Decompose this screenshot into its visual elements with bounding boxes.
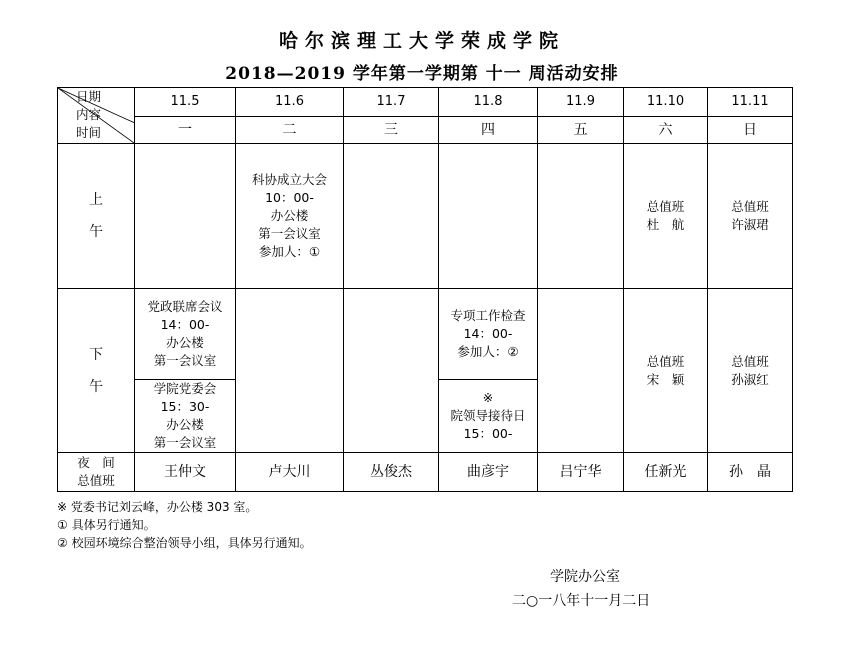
date-cell: 11.7 — [344, 88, 439, 117]
weekday-cell: 五 — [538, 117, 624, 144]
schedule-cell-empty — [344, 144, 439, 289]
duty-line: 总值班 — [731, 353, 769, 369]
night-label-b: 总值班 — [77, 473, 115, 488]
morning-row — [58, 144, 793, 289]
corner-label-time: 时间 — [76, 125, 102, 140]
weekday-cell: 三 — [344, 117, 439, 144]
event-line: 参加人：① — [258, 244, 321, 259]
dates-row — [58, 88, 793, 117]
night-duty-cell: 孙 晶 — [708, 453, 793, 492]
weekday-cell: 四 — [439, 117, 538, 144]
afternoon-row-1 — [58, 289, 793, 380]
event-line: 学院党委会 — [153, 381, 217, 396]
notes-section — [57, 498, 312, 552]
night-duty-cell: 王仲文 — [135, 453, 236, 492]
event-special-inspection — [439, 289, 538, 380]
event-line: 院领导接待日 — [450, 408, 526, 423]
event-line: 科协成立大会 — [251, 172, 327, 187]
event-line: ※ — [482, 390, 494, 405]
date-cell: 11.6 — [236, 88, 344, 117]
weekday-row — [58, 117, 793, 144]
duty-sat-morning — [624, 144, 708, 289]
afternoon-label — [58, 289, 135, 453]
weekday-cell: 六 — [624, 117, 708, 144]
duty-sun-morning — [708, 144, 793, 289]
duty-line: 杜 航 — [646, 217, 685, 232]
event-line: 办公楼 — [270, 208, 309, 223]
duty-line: 总值班 — [646, 353, 685, 369]
note-line: ※ 党委书记刘云峰，办公楼 303 室。 — [57, 500, 258, 514]
morning-label-a: 上 — [89, 192, 103, 208]
event-party-joint-meeting — [135, 289, 236, 380]
event-line: 15：30- — [160, 399, 210, 414]
corner-header — [58, 88, 135, 144]
signature-date: 二○一八年十一月二日 — [512, 593, 651, 609]
night-duty-cell: 吕宁华 — [538, 453, 624, 492]
event-line: 第一会议室 — [258, 226, 321, 241]
weekday-cell: 一 — [135, 117, 236, 144]
event-reception-day — [439, 380, 538, 453]
event-line: 15：00- — [463, 426, 513, 441]
event-science-assoc — [236, 144, 344, 289]
afternoon-label-b: 午 — [89, 378, 103, 395]
date-cell: 11.8 — [439, 88, 538, 117]
date-cell: 11.11 — [708, 88, 793, 117]
event-line: 第一会议室 — [153, 435, 217, 450]
page-subtitle: 2018—2019 学年第一学期第 十一 周活动安排 — [225, 64, 619, 84]
event-line: 第一会议室 — [153, 353, 217, 368]
date-cell: 11.9 — [538, 88, 624, 117]
signature-office: 学院办公室 — [550, 569, 620, 585]
night-duty-row — [58, 453, 793, 492]
date-cell: 11.10 — [624, 88, 708, 117]
night-duty-cell: 丛俊杰 — [344, 453, 439, 492]
schedule-cell-empty — [135, 144, 236, 289]
note-line: ① 具体另行通知。 — [57, 518, 156, 532]
corner-label-date: 日期 — [76, 89, 102, 104]
schedule-cell-empty — [344, 289, 439, 453]
morning-label — [58, 144, 135, 289]
event-party-committee — [135, 380, 236, 453]
duty-sat-afternoon — [624, 289, 708, 453]
duty-line: 许淑珺 — [731, 217, 769, 232]
event-line: 10：00- — [265, 190, 314, 205]
note-line: ② 校园环境综合整治领导小组，具体另行通知。 — [57, 536, 312, 550]
corner-label-content: 内容 — [76, 107, 102, 122]
night-label — [58, 453, 135, 492]
night-duty-cell: 卢大川 — [236, 453, 344, 492]
night-duty-cell: 曲彦宇 — [439, 453, 538, 492]
event-line: 办公楼 — [166, 417, 204, 432]
duty-line: 宋 颖 — [646, 371, 685, 387]
afternoon-label-a: 下 — [89, 346, 103, 363]
event-line: 办公楼 — [166, 335, 204, 350]
duty-line: 总值班 — [646, 199, 685, 214]
weekday-cell: 日 — [708, 117, 793, 144]
event-line: 参加人：② — [457, 344, 519, 359]
morning-label-b: 午 — [89, 224, 103, 240]
schedule-cell-empty — [538, 289, 624, 453]
date-cell: 11.5 — [135, 88, 236, 117]
schedule-table — [57, 87, 793, 492]
weekday-cell: 二 — [236, 117, 344, 144]
event-line: 14：00- — [463, 326, 513, 341]
duty-sun-afternoon — [708, 289, 793, 453]
event-line: 14：00- — [160, 317, 210, 332]
night-label-a: 夜 间 — [77, 455, 115, 470]
event-line: 专项工作检查 — [450, 308, 526, 323]
schedule-cell-empty — [439, 144, 538, 289]
night-duty-cell: 任新光 — [624, 453, 708, 492]
event-line: 党政联席会议 — [147, 299, 223, 314]
duty-line: 孙淑红 — [731, 371, 769, 387]
schedule-cell-empty — [538, 144, 624, 289]
schedule-cell-empty — [236, 289, 344, 453]
duty-line: 总值班 — [731, 199, 769, 214]
page-title: 哈尔滨理工大学荣成学院 — [278, 30, 565, 52]
